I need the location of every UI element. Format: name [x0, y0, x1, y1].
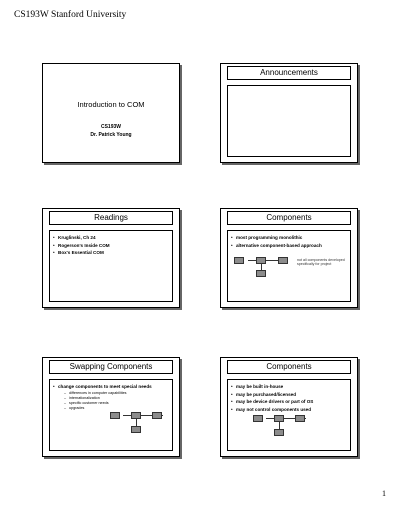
page-number: 1	[382, 489, 386, 498]
bullet-item: • Box's Essential COM	[53, 249, 169, 257]
slide-announcements	[220, 63, 358, 163]
bullet-item: • most programming monolithic	[231, 234, 347, 242]
component-box	[256, 270, 266, 277]
slide-readings	[42, 208, 180, 308]
bullet-item: • Rogerson's Inside COM	[53, 242, 169, 250]
component-box	[110, 412, 120, 419]
slide-body	[227, 379, 351, 451]
slide-body	[227, 85, 351, 157]
page-header: CS193W Stanford University	[14, 10, 127, 20]
slide-title: Components	[227, 211, 351, 225]
slide-body	[227, 230, 351, 302]
sub-bullet-item: – internationalization	[64, 396, 169, 401]
slide-title: Components	[227, 360, 351, 374]
component-box	[278, 257, 288, 264]
bullet-item: • may be device drivers or part of OS	[231, 398, 347, 406]
slide-introduction	[42, 63, 180, 163]
component-box	[152, 412, 162, 419]
slide-title: Announcements	[227, 66, 351, 80]
component-box	[274, 415, 284, 422]
bullet-item: • alternative component-based approach	[231, 242, 347, 250]
component-box	[131, 426, 141, 433]
slide-components-1	[220, 208, 358, 308]
slide-swapping-components	[42, 357, 180, 457]
bullet-item: • Kruglinski, Ch 24	[53, 234, 169, 242]
component-box	[256, 257, 266, 264]
component-box	[234, 257, 244, 264]
sub-bullet-item: – specific customer needs	[64, 401, 169, 406]
component-box	[253, 415, 263, 422]
sub-bullet-item: – upgrades	[64, 406, 169, 411]
bullet-item	[53, 383, 169, 411]
slide-title: Swapping Components	[49, 360, 173, 374]
component-box	[295, 415, 305, 422]
slide-title: Introduction to COM	[77, 100, 145, 109]
slide-body	[49, 230, 173, 302]
component-box	[274, 429, 284, 436]
course-name: CS193W	[100, 124, 121, 130]
slide-components-2	[220, 357, 358, 457]
bullet-item: • may be purchased/licensed	[231, 391, 347, 399]
bullet-text: change components to meet special needs	[58, 384, 152, 389]
instructor-name: Dr. Patrick Young	[90, 132, 132, 138]
bullet-item: • may be built in-house	[231, 383, 347, 391]
sub-bullet-item: – differences in computer capabilities	[64, 391, 169, 396]
bullet-item: • may not control components used	[231, 406, 347, 414]
diagram-note: not all components developed specifically for project	[297, 258, 345, 267]
component-box	[131, 412, 141, 419]
slide-title: Readings	[49, 211, 173, 225]
slide-body	[49, 379, 173, 451]
